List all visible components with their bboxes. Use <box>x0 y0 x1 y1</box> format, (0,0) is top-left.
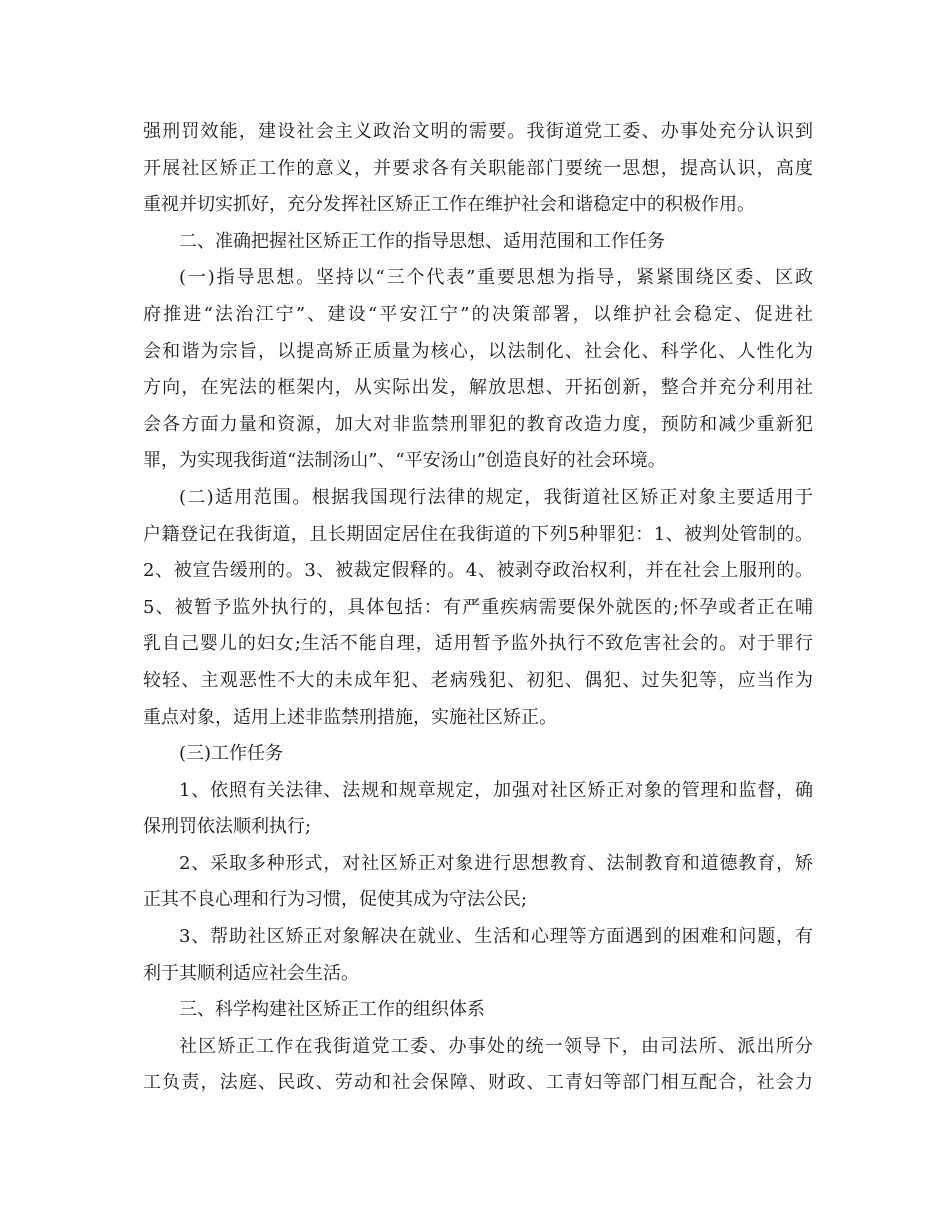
document-body <box>143 114 813 1102</box>
text-line: 工负责，法庭、民政、劳动和社会保障、财政、工青妇等部门相互配合，社会力 <box>143 1072 813 1094</box>
text-line: 开展社区矫正工作的意义，并要求各有关职能部门要统一思想，提高认识，高度 <box>143 157 813 179</box>
text-line: 府推进“法治江宁”、建设“平安江宁”的决策部署，以维护社会稳定、促进社 <box>143 303 813 325</box>
text-line: 保刑罚依法顺利执行; <box>143 816 312 838</box>
text-line: 利于其顺利适应社会生活。 <box>143 962 359 984</box>
text-line: 正其不良心理和行为习惯，促使其成为守法公民; <box>143 889 528 911</box>
text-line: 强刑罚效能，建设社会主义政治文明的需要。我街道党工委、办事处充分认识到 <box>143 121 813 142</box>
text-line: 重点对象，适用上述非监禁刑措施，实施社区矫正。 <box>143 706 557 728</box>
text-line: 会各方面力量和资源，加大对非监禁刑罪犯的教育改造力度，预防和减少重新犯 <box>143 413 813 435</box>
text-line: (一)指导思想。坚持以“三个代表”重要思想为指导，紧紧围绕区委、区政 <box>179 267 813 289</box>
text-line: 5、被暂予监外执行的，具体包括：有严重疾病需要保外就医的;怀孕或者正在哺 <box>143 596 813 618</box>
text-line: 较轻、主观恶性不大的未成年犯、老病残犯、初犯、偶犯、过失犯等，应当作为 <box>143 669 813 691</box>
text-line: (三)工作任务 <box>179 743 284 765</box>
text-line: 二、准确把握社区矫正工作的指导思想、适用范围和工作任务 <box>179 230 665 252</box>
text-line: 3、帮助社区矫正对象解决在就业、生活和心理等方面遇到的困难和问题，有 <box>179 926 813 948</box>
text-line: 重视并切实抓好，充分发挥社区矫正工作在维护社会和谐稳定中的积极作用。 <box>143 194 755 216</box>
text-line: 会和谐为宗旨，以提高矫正质量为核心，以法制化、社会化、科学化、人性化为 <box>143 340 813 362</box>
text-line: 乳自己婴儿的妇女;生活不能自理，适用暂予监外执行不致危害社会的。对于罪行 <box>143 633 813 655</box>
text-line: 2、采取多种形式，对社区矫正对象进行思想教育、法制教育和道德教育，矫 <box>179 852 813 874</box>
text-line: 三、科学构建社区矫正工作的组织体系 <box>179 999 485 1021</box>
text-line: 社区矫正工作在我街道党工委、办事处的统一领导下，由司法所、派出所分 <box>179 1035 813 1057</box>
text-line: 罪，为实现我街道“法制汤山”、“平安汤山”创造良好的社会环境。 <box>143 450 666 472</box>
text-line: 2、被宣告缓刑的。3、被裁定假释的。4、被剥夺政治权利，并在社会上服刑的。 <box>143 560 813 582</box>
text-line: 户籍登记在我街道，且长期固定居住在我街道的下列5种罪犯：1、被判处管制的。 <box>143 523 813 545</box>
text-line: 方向，在宪法的框架内，从实际出发，解放思想、开拓创新，整合并充分利用社 <box>143 377 813 399</box>
text-line: 1、依照有关法律、法规和规章规定，加强对社区矫正对象的管理和监督，确 <box>179 779 813 801</box>
text-line: (二)适用范围。根据我国现行法律的规定，我街道社区矫正对象主要适用于 <box>179 486 813 508</box>
